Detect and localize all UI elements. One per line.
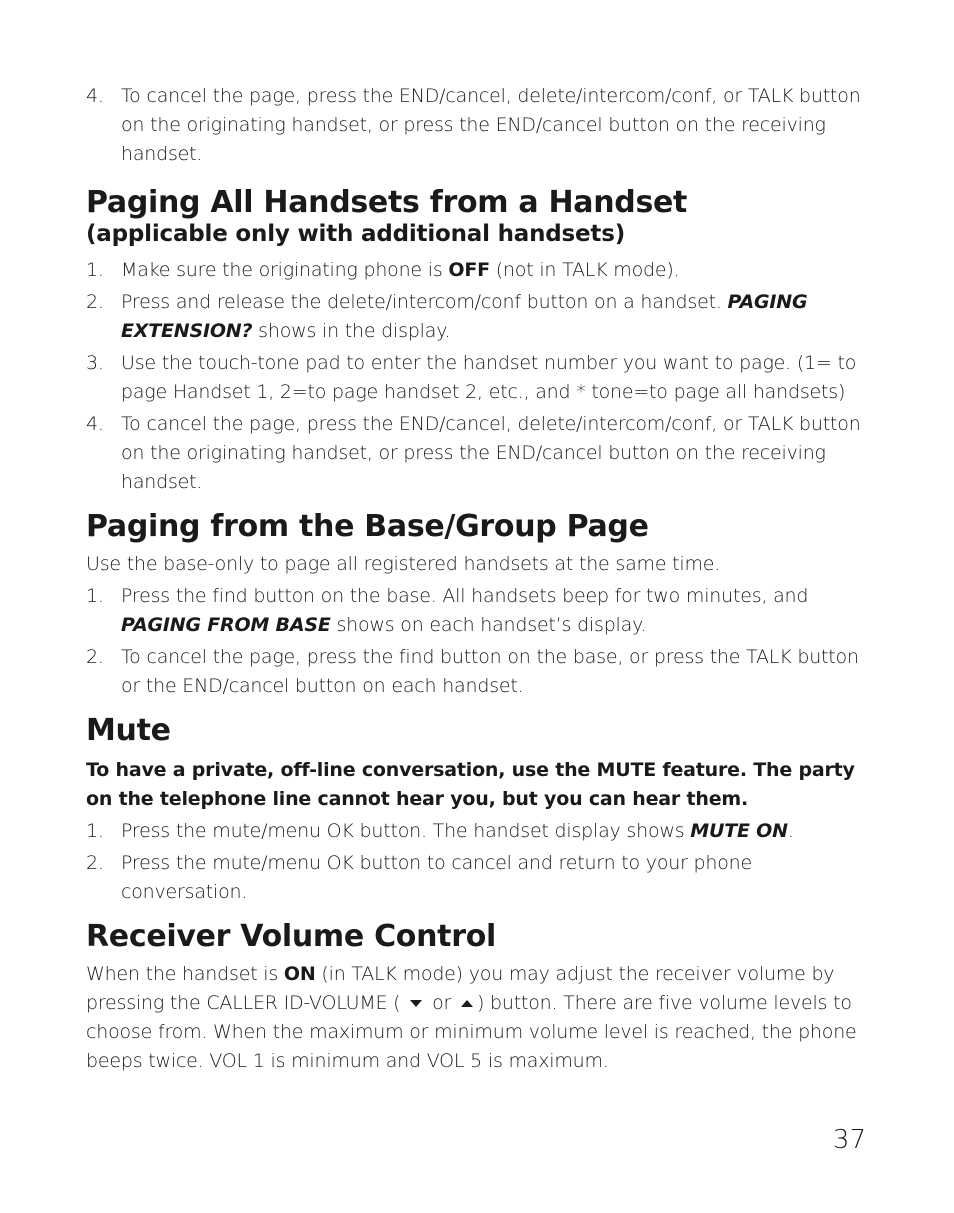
list-text: (not in TALK mode). [489,259,680,281]
list-text: shows in the display. [252,320,451,342]
paragraph-text: ) button. There are five volume levels to choose from. When the maximum or minimum volume level is reached, the phone beeps twice. VOL 1 is minimum and VOL 5 is maximum. [86,992,857,1072]
list-text: Press the mute/menu OK button. The handset display shows [121,820,691,842]
list-item [86,256,876,285]
base-page-steps [86,582,876,701]
mute-steps [86,817,876,907]
list-item [86,82,876,169]
display-term-paging-from-base: PAGING FROM BASE [121,614,331,636]
list-text: Make sure the originating phone is [121,259,449,281]
section-title-base-group-page: Paging from the Base/Group Page [86,509,649,544]
display-term-mute-on: MUTE ON [690,820,788,842]
section-title-paging-all: Paging All Handsets from a Handset [86,185,688,220]
section-intro: Use the base-only to page all registered handsets at the same time. [86,553,721,575]
list-number: 3. [86,352,104,374]
section-title-mute: Mute [86,713,171,748]
list-item [86,817,876,846]
list-number: 1. [86,259,104,281]
list-number: 1. [86,585,104,607]
list-text: To cancel the page, press the find button on the base, or press the TALK button or the END/cancel button on each handset. [121,646,859,697]
mute-lead-text: To have a private, off-line conversation, use the MUTE feature. The party on the telephone line cannot hear you, but you can hear them. [86,759,855,810]
list-number: 4. [86,85,104,107]
section-title-receiver-volume: Receiver Volume Control [86,919,496,954]
paragraph-text: When the handset is [86,963,284,985]
volume-down-icon [410,1000,422,1007]
section-subtitle: (applicable only with additional handsets) [86,221,626,247]
list-number: 2. [86,291,104,313]
list-text: To cancel the page, press the END/cancel, delete/intercom/conf, or TALK button on the originating handset, or press the END/cancel button on the receiving handset. [121,85,861,165]
list-number: 4. [86,413,104,435]
list-text: . [787,820,794,842]
list-text: shows on each handset’s display. [330,614,647,636]
list-number: 2. [86,852,104,874]
paragraph-text: or [432,992,452,1014]
list-text: Press the find button on the base. All handsets beep for two minutes, and [121,585,809,607]
list-item [86,582,876,640]
list-item [86,643,876,701]
list-item [86,410,876,497]
volume-up-icon [461,1000,473,1007]
list-text: To cancel the page, press the END/cancel, delete/intercom/conf, or TALK button on the originating handset, or press the END/cancel button on the receiving handset. [121,413,861,493]
list-item [86,849,876,907]
manual-page [86,82,876,1076]
list-number: 2. [86,646,104,668]
paragraph-text: (in TALK mode) you may adjust the receiver volume by pressing the CALLER ID-VOLUME ( [86,963,835,1014]
list-item [86,288,876,346]
page-number: 37 [832,1125,866,1155]
paging-all-steps [86,256,876,497]
list-item [86,349,876,407]
list-text: Press and release the delete/intercom/conf button on a handset. [121,291,728,313]
display-term-paging-extension: PAGING EXTENSION? [121,291,808,342]
list-text: Press the mute/menu OK button to cancel and return to your phone conversation. [121,852,752,903]
continued-list [86,82,876,169]
display-term-off: OFF [448,259,490,281]
list-text: Use the touch-tone pad to enter the handset number you want to page. (1= to page Handset 1, 2=to page handset 2, etc., and * tone=to page all handsets) [121,352,857,403]
list-number: 1. [86,820,104,842]
volume-paragraph [86,960,876,1076]
display-term-on: ON [283,963,316,985]
